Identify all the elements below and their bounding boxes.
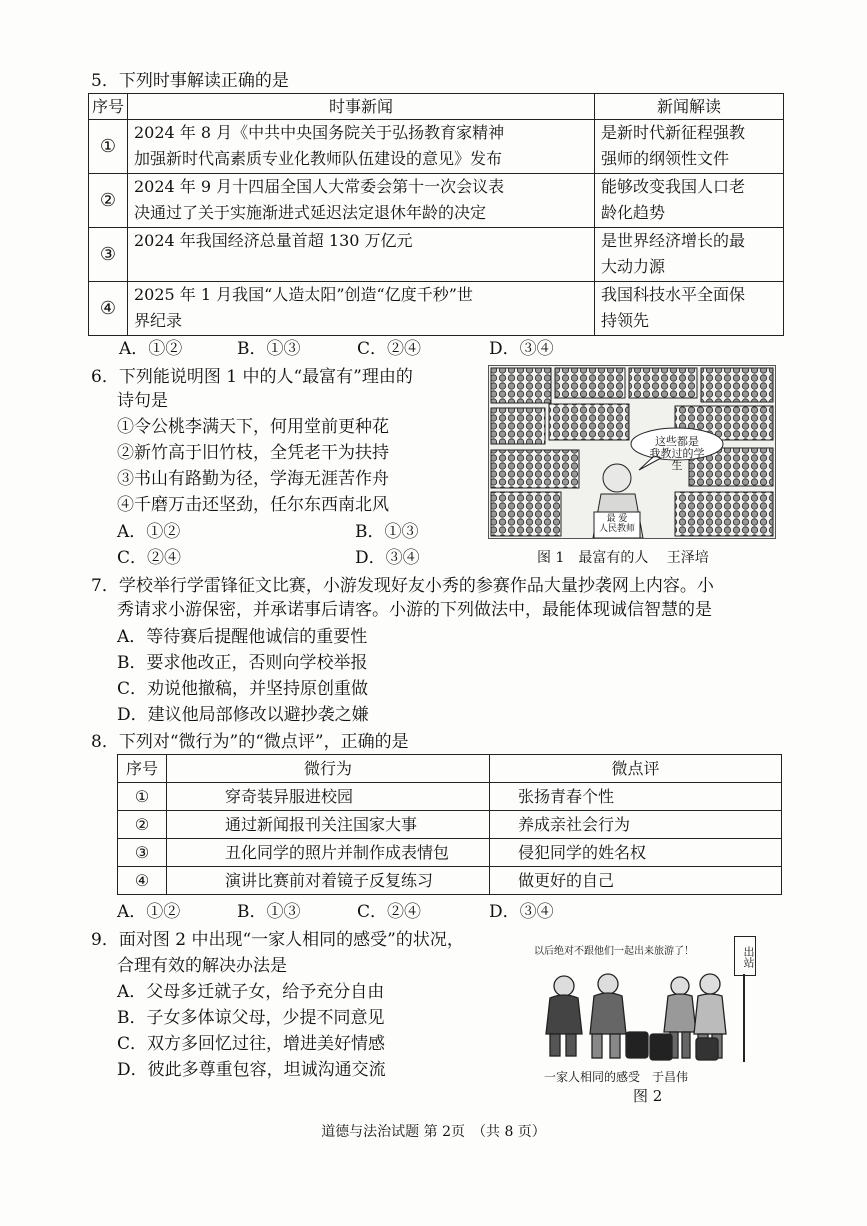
sign-line: 人民教师 — [598, 524, 635, 534]
table-row — [118, 811, 782, 839]
header-comment: 微点评 — [490, 755, 782, 783]
option-a[interactable]: A．①② — [119, 339, 183, 359]
note-cell — [595, 228, 784, 282]
figure-1-caption: 图 1 最富有的人 王泽培 — [537, 550, 709, 566]
q5-stem: 5．下列时事解读正确的是 — [91, 71, 289, 91]
option-d[interactable]: D．建议他局部修改以避抄袭之嫌 — [117, 705, 369, 725]
row-number: ① — [89, 120, 128, 174]
sign-line: 最 爱 — [606, 514, 628, 524]
option-a[interactable]: A．等待赛后提醒他诚信的重要性 — [117, 627, 368, 647]
option-b[interactable]: B．①③ — [237, 902, 301, 922]
comment-cell: 侵犯同学的姓名权 — [490, 839, 782, 867]
text-line: 2024 年 9 月十四届全国人大常委会第十一次会议表 — [134, 177, 505, 196]
speech-bubble — [647, 436, 707, 472]
poem-2: ②新竹高于旧竹枝，全凭老干为扶持 — [117, 443, 389, 463]
header-interpretation: 新闻解读 — [595, 94, 784, 120]
option-b[interactable]: B．①③ — [355, 522, 419, 542]
table-row — [118, 783, 782, 811]
q5-table — [88, 93, 784, 336]
poem-3: ③书山有路勤为径，学海无涯苦作舟 — [117, 469, 389, 489]
option-b[interactable]: B．要求他改正，否则向学校举报 — [117, 653, 368, 673]
table-header-row — [118, 755, 782, 783]
poem-4: ④千磨万击还坚劲，任尔东西南北风 — [117, 495, 389, 515]
option-c[interactable]: C．②④ — [357, 339, 422, 359]
table-row — [89, 228, 784, 282]
text-line: 决通过了关于实施渐进式延迟法定退休年龄的决定 — [134, 203, 487, 222]
option-d[interactable]: D．彼此多尊重包容，坦诚沟通交流 — [117, 1060, 386, 1080]
option-c[interactable]: C．②④ — [117, 548, 182, 568]
news-cell — [128, 120, 595, 174]
note-cell — [595, 120, 784, 174]
option-a[interactable]: A．①② — [117, 522, 181, 542]
q8-table — [117, 754, 782, 895]
option-d[interactable]: D．③④ — [489, 902, 554, 922]
option-b[interactable]: B．①③ — [237, 339, 301, 359]
text-line: 是世界经济增长的最 — [601, 231, 746, 250]
behavior-cell: 通过新闻报刊关注国家大事 — [167, 811, 490, 839]
q6-stem-line2: 诗句是 — [117, 391, 168, 411]
crowd-drawing — [489, 366, 775, 538]
table-row — [118, 839, 782, 867]
option-c[interactable]: C．②④ — [357, 902, 422, 922]
table-row — [89, 282, 784, 336]
header-behavior: 微行为 — [167, 755, 490, 783]
bubble-line: 我教过的学生 — [649, 447, 705, 472]
behavior-cell: 演讲比赛前对着镜子反复练习 — [167, 867, 490, 895]
text-line: 2024 年我国经济总量首超 130 万亿元 — [134, 231, 413, 250]
cartoon-banner: 以后绝对不跟他们一起出来旅游了！ — [534, 946, 694, 957]
option-c[interactable]: C．劝说他撤稿，并坚持原创重做 — [117, 679, 369, 699]
row-number: ① — [118, 783, 167, 811]
q9-stem-line1: 9．面对图 2 中出现“一家人相同的感受”的状况， — [91, 930, 464, 950]
behavior-cell: 穿奇装异服进校园 — [167, 783, 490, 811]
option-a[interactable]: A．①② — [117, 902, 181, 922]
text-line: 大动力源 — [601, 257, 666, 276]
row-number: ② — [118, 811, 167, 839]
row-number: ④ — [118, 867, 167, 895]
table-header-row — [89, 94, 784, 120]
comment-cell: 养成亲社会行为 — [490, 811, 782, 839]
news-cell — [128, 228, 595, 282]
header-no: 序号 — [89, 94, 128, 120]
figure-1-cartoon — [488, 365, 776, 539]
comment-cell: 张扬青春个性 — [490, 783, 782, 811]
q7-stem-line1: 7．学校举行学雷锋征文比赛，小游发现好友小秀的参赛作品大量抄袭网上内容。小 — [91, 576, 714, 596]
cartoon-title: 一家人相同的感受 于昌伟 — [544, 1070, 689, 1084]
text-line: 强师的纲领性文件 — [601, 149, 730, 168]
text-line: 2025 年 1 月我国“人造太阳”创造“亿度千秒”世 — [134, 285, 473, 304]
text-line: 加强新时代高素质专业化教师队伍建设的意见》发布 — [134, 149, 503, 168]
option-a[interactable]: A．父母多迁就子女，给予充分自由 — [117, 982, 385, 1002]
text-line: 能够改变我国人口老 — [601, 177, 746, 196]
q8-stem: 8．下列对“微行为”的“微点评”，正确的是 — [91, 732, 409, 752]
figure-2-caption: 图 2 — [633, 1087, 663, 1105]
row-number: ③ — [118, 839, 167, 867]
teacher-sign — [595, 514, 639, 534]
text-line: 龄化趋势 — [601, 203, 666, 222]
table-row — [118, 867, 782, 895]
option-d[interactable]: D．③④ — [489, 339, 554, 359]
q7-stem-line2: 秀请求小游保密，并承诺事后请客。小游的下列做法中，最能体现诚信智慧的是 — [117, 600, 712, 620]
option-b[interactable]: B．子女多体谅父母，少提不同意见 — [117, 1008, 385, 1028]
note-cell — [595, 282, 784, 336]
q9-stem-line2: 合理有效的解决办法是 — [117, 956, 287, 976]
news-cell — [128, 282, 595, 336]
comment-cell: 做更好的自己 — [490, 867, 782, 895]
text-line: 2024 年 8 月《中共中央国务院关于弘扬教育家精神 — [134, 123, 505, 142]
header-no: 序号 — [118, 755, 167, 783]
row-number: ③ — [89, 228, 128, 282]
news-cell — [128, 174, 595, 228]
family-drawing — [530, 934, 762, 1084]
table-row — [89, 120, 784, 174]
row-number: ④ — [89, 282, 128, 336]
poem-1: ①令公桃李满天下，何用堂前更种花 — [117, 417, 389, 437]
figure-2-cartoon — [530, 934, 762, 1084]
header-news: 时事新闻 — [128, 94, 595, 120]
option-d[interactable]: D．③④ — [355, 548, 420, 568]
bubble-line: 这些都是 — [655, 435, 699, 448]
behavior-cell: 丑化同学的照片并制作成表情包 — [167, 839, 490, 867]
text-line: 界纪录 — [134, 311, 183, 330]
text-line: 是新时代新征程强教 — [601, 123, 746, 142]
page-footer: 道德与法治试题 第 2页 （共 8 页） — [321, 1124, 546, 1140]
exit-sign: 出站 — [734, 936, 756, 976]
option-c[interactable]: C．双方多回忆过往，增进美好情感 — [117, 1034, 386, 1054]
row-number: ② — [89, 174, 128, 228]
table-row — [89, 174, 784, 228]
q6-stem-line1: 6．下列能说明图 1 中的人“最富有”理由的 — [91, 367, 413, 387]
text-line: 我国科技水平全面保 — [601, 285, 746, 304]
note-cell — [595, 174, 784, 228]
text-line: 持领先 — [601, 311, 650, 330]
